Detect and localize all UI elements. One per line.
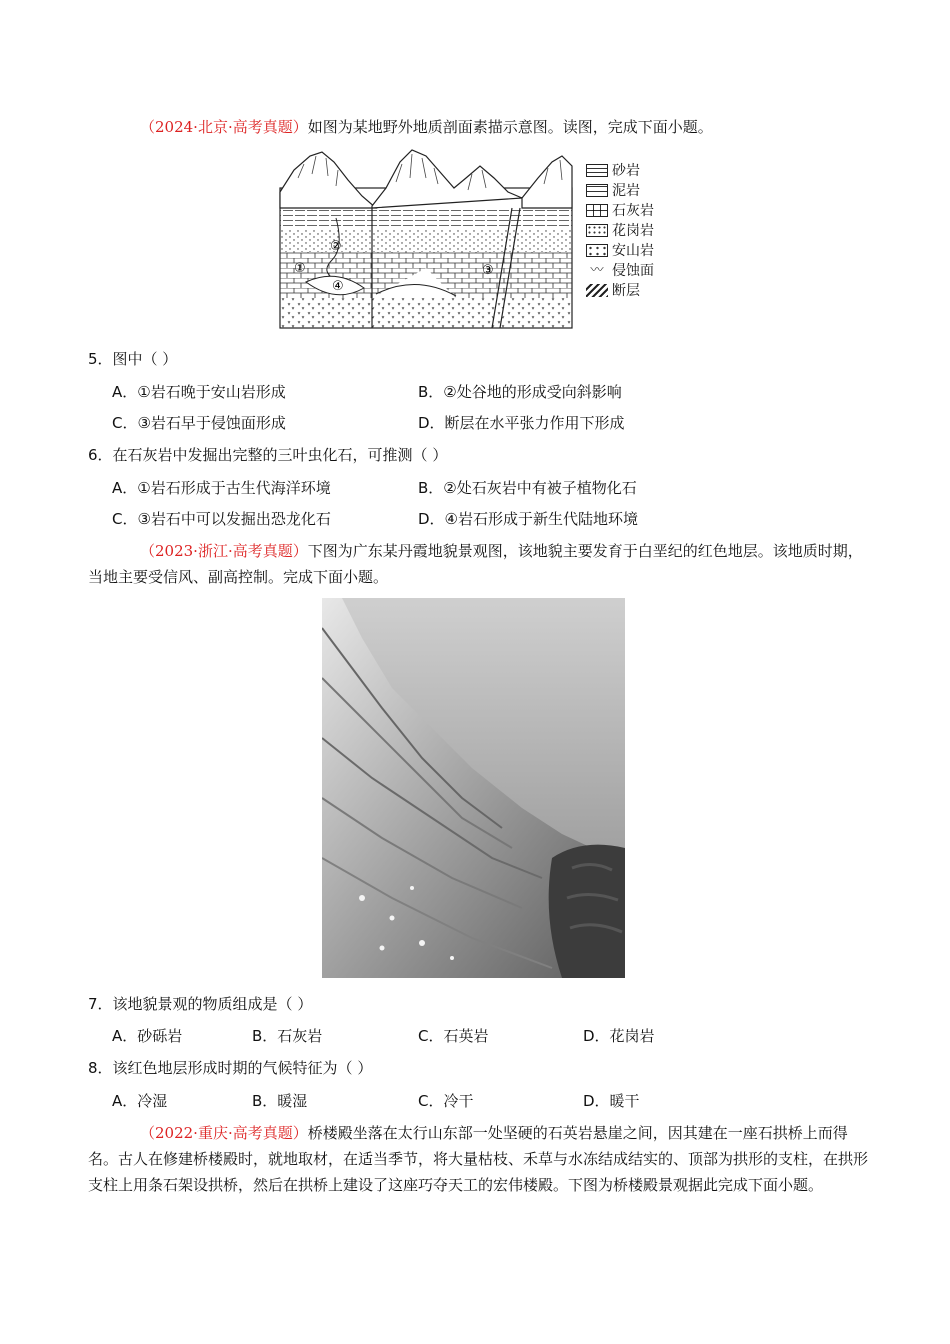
mudstone-swatch-icon (586, 184, 608, 197)
intro-2024-beijing (88, 114, 868, 140)
question-8-stem: 8．该红色地层形成时期的气候特征为（ ） (88, 1059, 373, 1077)
q6-option-b[interactable]: B．②处石灰岩中有被子植物化石 (418, 479, 637, 497)
q7-option-d[interactable]: D．花岗岩 (583, 1027, 655, 1045)
question-5-stem: 5．图中（ ） (88, 350, 178, 368)
legend-item: 花岗岩 (586, 220, 654, 240)
limestone-swatch-icon (586, 204, 608, 217)
q6-option-d[interactable]: D．④岩石形成于新生代陆地环境 (418, 510, 638, 528)
figure-legend (586, 160, 654, 300)
legend-item: 〰 侵蚀面 (586, 260, 654, 280)
andesite-swatch-icon (586, 244, 608, 257)
mountain-center (372, 150, 522, 208)
fault-swatch-icon (586, 284, 608, 297)
intro-text: 如图为某地野外地质剖面素描示意图。读图，完成下面小题。 (307, 118, 713, 136)
question-7-stem: 7．该地貌景观的物质组成是（ ） (88, 995, 313, 1013)
intro-2022-chongqing (88, 1120, 868, 1198)
q8-option-a[interactable]: A．冷湿 (112, 1092, 168, 1110)
legend-item: 泥岩 (586, 180, 654, 200)
q7-option-c[interactable]: C．石英岩 (418, 1027, 489, 1045)
intro-text: 下图为广东某丹霞地貌景观图，该地貌主要发育于白垩纪的红色地层。该地质时期，当地主要受信风、副高控制。完成下面小题。 (88, 542, 863, 586)
sandstone-swatch-icon (586, 164, 608, 177)
intro-2023-zhejiang (88, 538, 868, 590)
marker-4: ④ (332, 279, 344, 294)
q6-option-a[interactable]: A．①岩石形成于古生代海洋环境 (112, 479, 331, 497)
legend-item: 断层 (586, 280, 654, 300)
source-tag: （2024·北京·高考真题） (140, 118, 308, 136)
q5-option-d[interactable]: D．断层在水平张力作用下形成 (418, 414, 625, 432)
legend-item: 石灰岩 (586, 200, 654, 220)
geologic-profile-figure (276, 148, 576, 330)
danxia-landform-photo (322, 598, 625, 978)
q5-option-b[interactable]: B．②处谷地的形成受向斜影响 (418, 383, 622, 401)
cliff-illustration (322, 598, 625, 978)
legend-item: 安山岩 (586, 240, 654, 260)
q8-option-d[interactable]: D．暖干 (583, 1092, 640, 1110)
mountain-left (280, 152, 376, 208)
source-tag: （2022·重庆·高考真题） (140, 1124, 308, 1142)
legend-item: 砂岩 (586, 160, 654, 180)
granite-swatch-icon (586, 224, 608, 237)
intro-text: 桥楼殿坐落在太行山东部一处坚硬的石英岩悬崖之间，因其建在一座石拱桥上而得名。古人在修建桥楼殿时，就地取材，在适当季节，将大量枯枝、禾草与水冻结成结实的、顶部为拱形的支柱，在拱形支柱上用条石架设拱桥，然后在拱桥上建设了这座巧夺天工的宏伟楼殿。下图为桥楼殿景观据此完成下面小题。 (88, 1124, 869, 1194)
q5-option-c[interactable]: C．③岩石早于侵蚀面形成 (112, 414, 286, 432)
q8-option-b[interactable]: B．暖湿 (252, 1092, 308, 1110)
marker-2: ② (330, 239, 342, 254)
q8-option-c[interactable]: C．冷干 (418, 1092, 474, 1110)
q5-option-a[interactable]: A．①岩石晚于安山岩形成 (112, 383, 286, 401)
question-6-stem: 6．在石灰岩中发掘出完整的三叶虫化石，可推测（ ） (88, 446, 448, 464)
erosion-surface-swatch-icon: 〰 (590, 262, 604, 278)
source-tag: （2023·浙江·高考真题） (140, 542, 308, 560)
q7-option-a[interactable]: A．砂砾岩 (112, 1027, 183, 1045)
q6-option-c[interactable]: C．③岩石中可以发掘出恐龙化石 (112, 510, 331, 528)
marker-3: ③ (482, 263, 494, 278)
mountain-right (522, 156, 572, 208)
marker-1: ① (294, 261, 306, 276)
q7-option-b[interactable]: B．石灰岩 (252, 1027, 323, 1045)
